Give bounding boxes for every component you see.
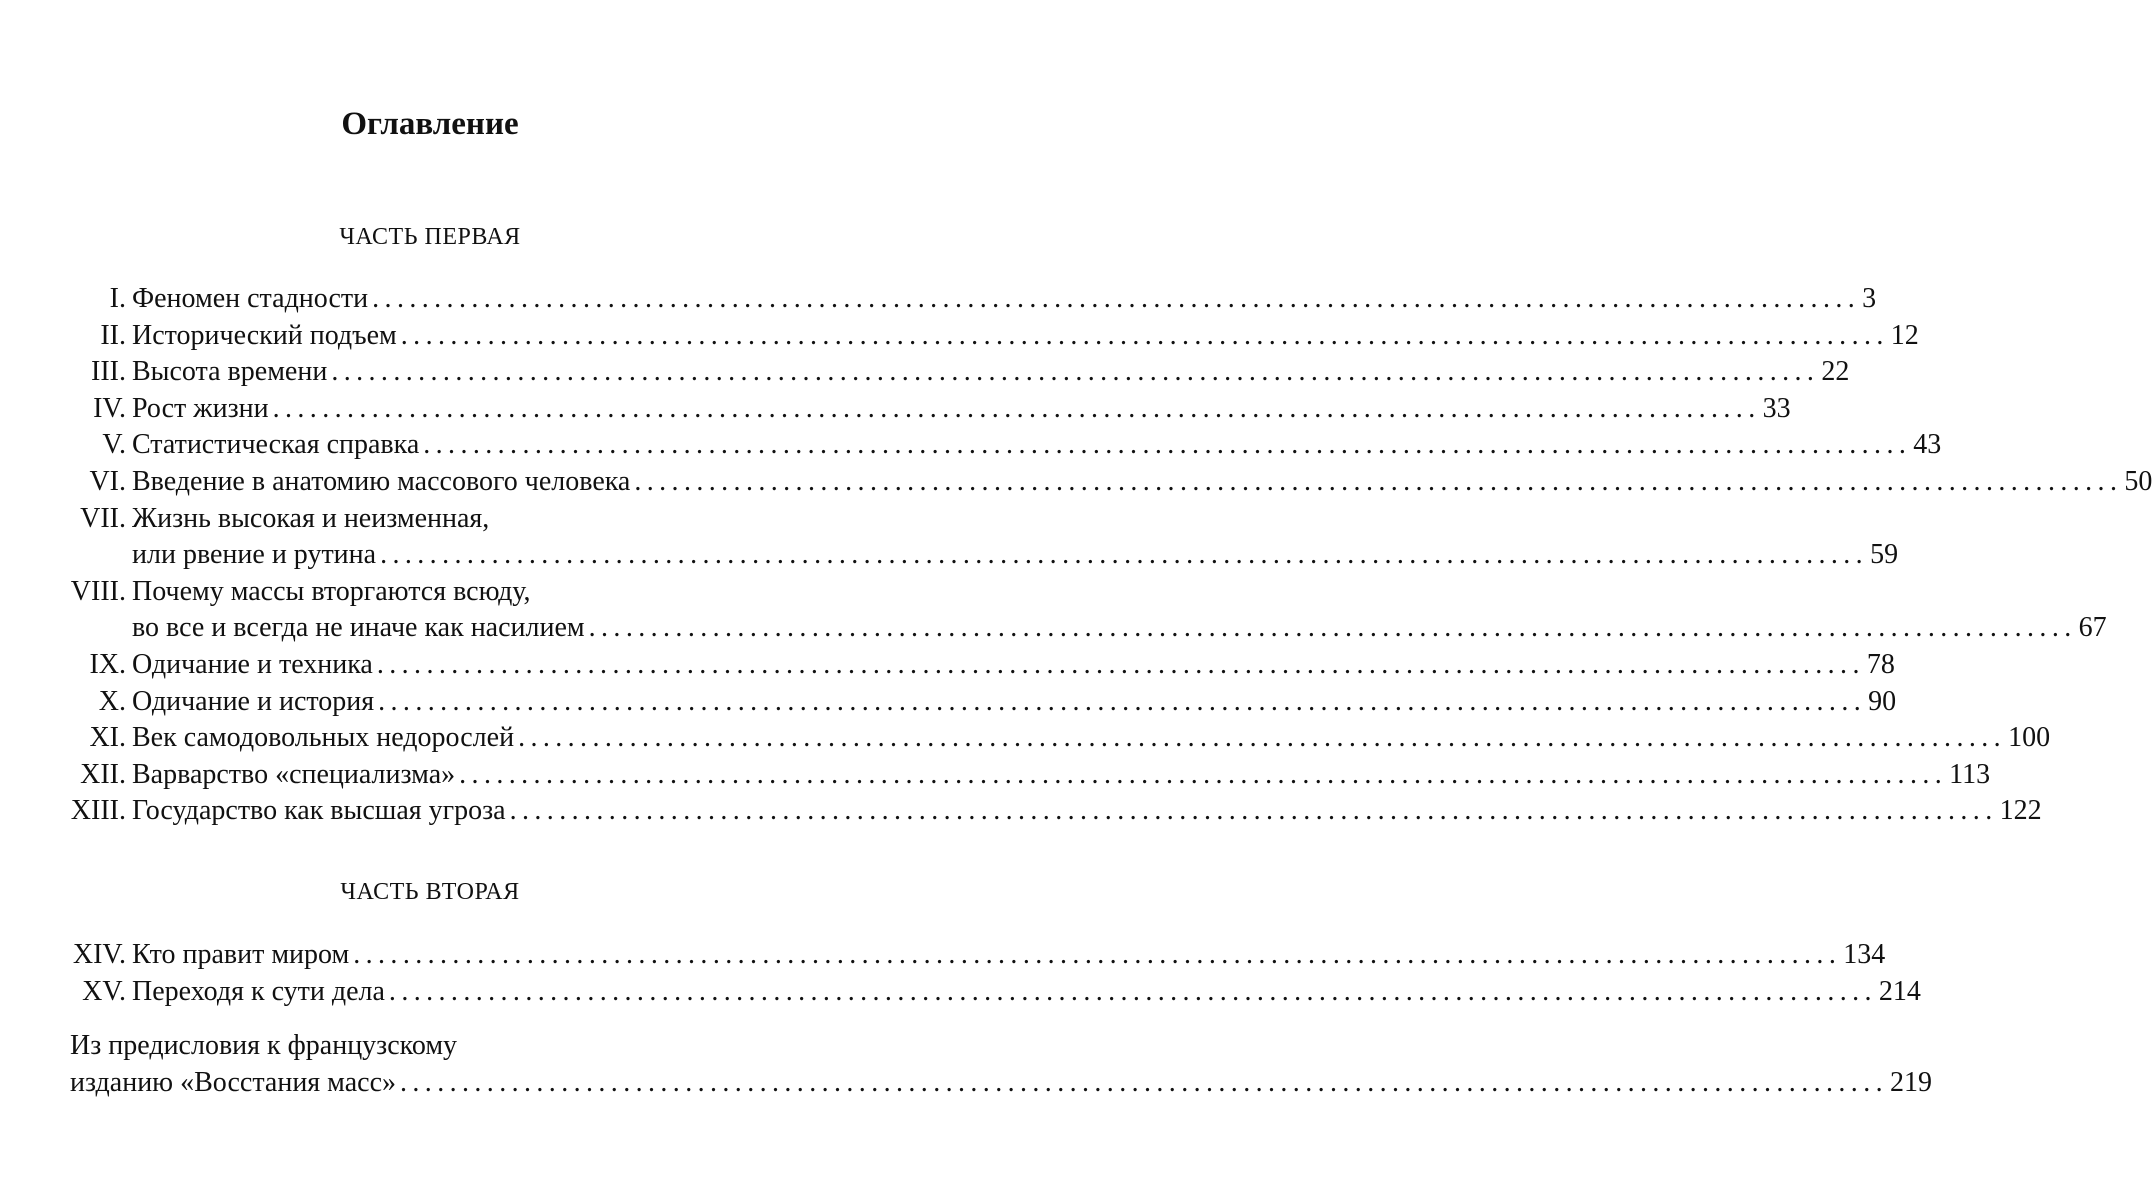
chapter-last-line (132, 537, 1899, 574)
dot-leader: ........................................................................................................................ (400, 319, 1889, 351)
toc-entry (0, 354, 1850, 391)
part-one-toc (0, 281, 2152, 830)
chapter-number: IX. (89, 648, 126, 680)
toc-entry (0, 647, 1895, 684)
part-two-heading: ЧАСТЬ ВТОРАЯ (340, 879, 520, 905)
chapter-body (132, 427, 1942, 464)
chapter-last-line (132, 464, 2152, 501)
chapter-last-line (132, 720, 2051, 757)
page-number: 78 (1866, 648, 1895, 680)
chapter-number: XII. (80, 758, 126, 790)
toc-entry (0, 757, 1991, 794)
dot-leader: ........................................................................................................................ (518, 722, 2007, 754)
dot-leader: ........................................................................................................................ (372, 283, 1861, 314)
toc-entry (0, 391, 1791, 428)
dot-leader: ........................................................................................................................ (634, 465, 2123, 497)
appendix-line: Из предисловия к французскому (70, 1030, 458, 1061)
chapter-title-line: Исторический подъем (132, 319, 397, 351)
page-title: Оглавление (341, 106, 519, 142)
chapter-body (132, 757, 1991, 794)
chapter-title-line: Введение в анатомию массового человека (132, 465, 631, 497)
toc-entry (0, 574, 2107, 647)
page-number: 122 (1999, 795, 2042, 827)
dot-leader: ........................................................................................................................ (423, 429, 1912, 461)
part-two-toc (0, 937, 1921, 1010)
toc-entry (0, 501, 1899, 574)
chapter-last-line (132, 974, 1921, 1011)
chapter-body (132, 974, 1921, 1011)
dot-leader: ........................................................................................................................ (378, 685, 1867, 717)
dot-leader: ........................................................................................................................ (353, 939, 1842, 970)
chapter-last-line (132, 281, 1877, 318)
chapter-last-line (132, 793, 2042, 830)
chapter-last-line (132, 318, 1919, 355)
chapter-title-line: Кто правит миром (132, 939, 350, 970)
chapter-last-line (132, 610, 2107, 647)
chapter-body (132, 281, 1877, 318)
chapter-title-line: Статистическая справка (132, 429, 420, 461)
chapter-title-line: Государство как высшая угроза (132, 795, 506, 827)
toc-entry (0, 281, 1877, 318)
chapter-last-line (132, 354, 1850, 391)
appendix-line: изданию «Восстания масс» (70, 1066, 396, 1098)
dot-leader: ........................................................................................................................ (331, 356, 1820, 388)
page-number: 214 (1878, 975, 1921, 1007)
chapter-body (132, 793, 2042, 830)
dot-leader: ........................................................................................................................ (376, 648, 1865, 680)
toc-entry (0, 720, 2051, 757)
toc-entry (0, 974, 1921, 1011)
chapter-number: XIV. (72, 939, 126, 970)
appendix-last-line (70, 1065, 1932, 1102)
page-number: 90 (1868, 685, 1897, 717)
chapter-number: V. (102, 429, 126, 461)
page-number: 67 (2078, 612, 2107, 644)
appendix-page-number: 219 (1890, 1066, 1932, 1098)
chapter-title-line: Жизнь высокая и неизменная, (132, 502, 490, 534)
chapter-title-line: Варварство «специализма» (132, 758, 456, 790)
chapter-title-line: Почему массы вторгаются всюду, (132, 575, 531, 607)
page-number: 59 (1870, 539, 1899, 571)
appendix-entry (70, 1028, 1932, 1101)
chapter-title-line: Век самодовольных недорослей (132, 722, 515, 754)
chapter-body (132, 354, 1850, 391)
chapter-title-line: Одичание и техника (132, 648, 373, 680)
chapter-last-line (132, 757, 1991, 794)
chapter-number: VII. (80, 502, 126, 534)
chapter-number: XIII. (70, 795, 126, 827)
chapter-title-line: во все и всегда не иначе как насилием (132, 612, 585, 644)
page-number: 22 (1821, 356, 1850, 388)
chapter-title-line: Одичание и история (132, 685, 375, 717)
dot-leader: ........................................................................................................................ (588, 612, 2077, 644)
chapter-title-line: Феномен стадности (132, 283, 369, 314)
dot-leader: ........................................................................................................................ (400, 1066, 1888, 1098)
chapter-last-line (132, 391, 1791, 428)
chapter-number: X. (98, 685, 126, 717)
chapter-title-line: или рвение и рутина (132, 539, 377, 571)
toc-entry (0, 464, 2152, 501)
chapter-last-line (132, 647, 1895, 684)
chapter-body (132, 574, 2107, 647)
toc-entry (0, 427, 1942, 464)
dot-leader: ........................................................................................................................ (388, 975, 1877, 1007)
page-number: 100 (2008, 722, 2051, 754)
chapter-body (132, 684, 1897, 721)
part-one-heading: ЧАСТЬ ПЕРВАЯ (339, 224, 521, 250)
dot-leader: ........................................................................................................................ (272, 392, 1761, 424)
chapter-number: IV. (93, 392, 126, 424)
chapter-number: I. (109, 283, 126, 314)
page-number: 134 (1843, 939, 1886, 970)
chapter-body (132, 501, 1899, 574)
chapter-body (132, 647, 1895, 684)
chapter-body (132, 937, 1886, 974)
chapter-body (132, 391, 1791, 428)
chapter-number: VI. (89, 465, 126, 497)
toc-entry (0, 937, 1886, 974)
chapter-last-line (132, 684, 1897, 721)
chapter-title-line: Высота времени (132, 356, 328, 388)
toc-entry (0, 793, 2042, 830)
page-number: 43 (1913, 429, 1942, 461)
chapter-body (132, 720, 2051, 757)
chapter-number: III. (91, 356, 126, 388)
chapter-body (132, 318, 1919, 355)
chapter-last-line (132, 427, 1942, 464)
chapter-number: VIII. (70, 575, 126, 607)
chapter-title-line: Переходя к сути дела (132, 975, 385, 1007)
page-number: 12 (1890, 319, 1919, 351)
page-number: 113 (1949, 758, 1991, 790)
chapter-number: XI. (89, 722, 126, 754)
dot-leader: ........................................................................................................................ (459, 758, 1948, 790)
chapter-number: II. (100, 319, 126, 351)
page-number: 33 (1762, 392, 1791, 424)
chapter-title-line: Рост жизни (132, 392, 269, 424)
dot-leader: ........................................................................................................................ (380, 539, 1869, 571)
toc-entry (0, 684, 1897, 721)
toc-entry (0, 318, 1919, 355)
page-number: 3 (1862, 283, 1877, 314)
page-number: 50 (2124, 465, 2152, 497)
chapter-last-line (132, 937, 1886, 974)
chapter-number: XV. (82, 975, 126, 1007)
dot-leader: ........................................................................................................................ (509, 795, 1998, 827)
chapter-body (132, 464, 2152, 501)
